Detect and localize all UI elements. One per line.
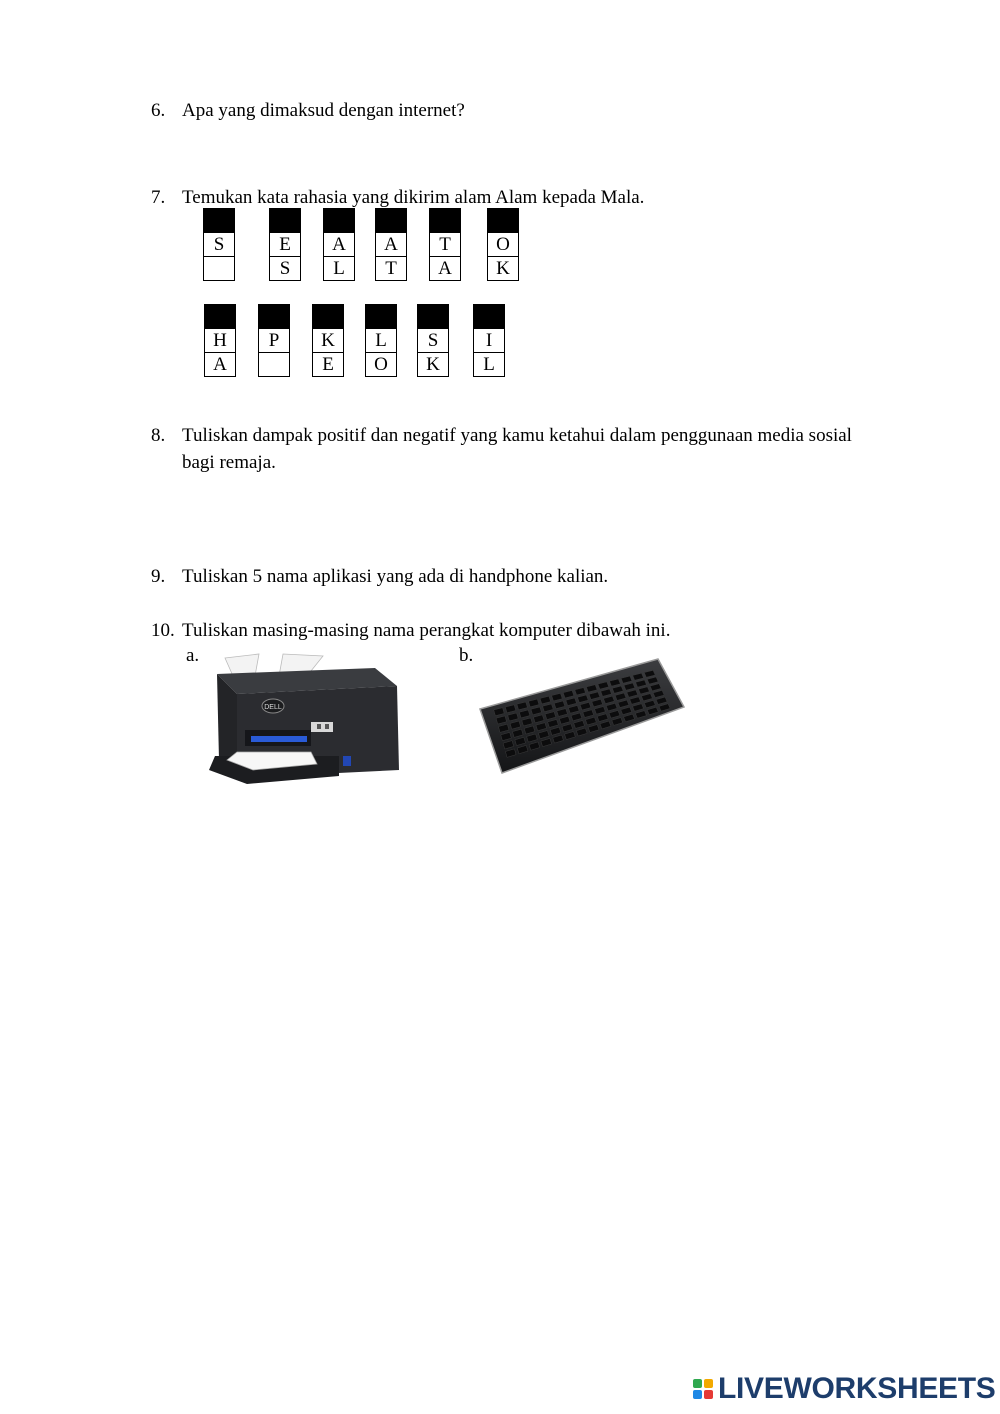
cell-letter-bottom: A: [430, 256, 460, 280]
cell-letter-bottom: S: [270, 256, 300, 280]
question-text: Temukan kata rahasia yang dikirim alam Alam kepada Mala.: [182, 187, 645, 208]
cell-letter-bottom: [259, 352, 289, 376]
cell-letter-top: K: [321, 330, 335, 351]
question-number: 8.: [151, 425, 166, 446]
black-block: [376, 209, 406, 233]
cell-letter-bottom: L: [474, 352, 504, 376]
cell-letter-top: S: [427, 330, 439, 351]
black-block: [270, 209, 300, 233]
option-b-label: b.: [459, 645, 474, 666]
question-number: 6.: [151, 100, 166, 121]
cell-letter-bottom: E: [313, 352, 343, 376]
black-block: [366, 305, 396, 329]
cell-letter-bottom: A: [205, 352, 235, 376]
black-block: [418, 305, 448, 329]
cell-letter-top: A: [332, 234, 346, 255]
puzzle-cell: [203, 208, 235, 281]
cell-letter-top: S: [213, 234, 225, 255]
cell-letter-bottom: T: [376, 256, 406, 280]
black-block: [313, 305, 343, 329]
puzzle-cell: [204, 304, 236, 377]
puzzle-cell: [487, 208, 519, 281]
puzzle-cell: [269, 208, 301, 281]
puzzle-cell: [429, 208, 461, 281]
question-text: Tuliskan dampak positif dan negatif yang kamu ketahui dalam penggunaan media sosial bagi remaja.: [182, 425, 852, 473]
cell-letter-top: P: [268, 330, 280, 351]
cell-letter-bottom: L: [324, 256, 354, 280]
cell-letter-top: E: [279, 234, 291, 255]
cell-letter-bottom: K: [488, 256, 518, 280]
puzzle-cell: [473, 304, 505, 377]
cell-letter-top: H: [213, 330, 227, 351]
printer-image: [207, 652, 403, 788]
cell-letter-top: O: [496, 234, 510, 255]
cell-letter-bottom: [204, 256, 234, 280]
cell-letter-top: L: [375, 330, 387, 351]
black-block: [205, 305, 235, 329]
black-block: [259, 305, 289, 329]
black-block: [204, 209, 234, 233]
black-block: [488, 209, 518, 233]
puzzle-cell: [375, 208, 407, 281]
cell-letter-top: T: [439, 234, 451, 255]
black-block: [474, 305, 504, 329]
option-a-label: a.: [186, 645, 200, 666]
question-text: Apa yang dimaksud dengan internet?: [182, 100, 465, 121]
question-number: 9.: [151, 566, 166, 587]
question-text: Tuliskan 5 nama aplikasi yang ada di handphone kalian.: [182, 566, 609, 587]
logo-text: LIVEWORKSHEETS: [718, 1372, 996, 1405]
puzzle-cell: [258, 304, 290, 377]
puzzle-cell: [312, 304, 344, 377]
logo-mark-icon: [692, 1378, 714, 1400]
cell-letter-top: I: [485, 330, 493, 351]
black-block: [430, 209, 460, 233]
keyboard-image: [476, 655, 686, 777]
cell-letter-bottom: O: [366, 352, 396, 376]
black-block: [324, 209, 354, 233]
question-number: 7.: [151, 187, 166, 208]
svg-text:DELL: DELL: [264, 704, 282, 711]
cell-letter-bottom: K: [418, 352, 448, 376]
puzzle-cell: [323, 208, 355, 281]
question-text: Tuliskan masing-masing nama perangkat komputer dibawah ini.: [182, 620, 671, 641]
cell-letter-top: A: [384, 234, 398, 255]
liveworksheets-logo: [692, 1374, 996, 1404]
puzzle-cell: [365, 304, 397, 377]
question-number: 10.: [151, 620, 175, 641]
puzzle-cell: [417, 304, 449, 377]
